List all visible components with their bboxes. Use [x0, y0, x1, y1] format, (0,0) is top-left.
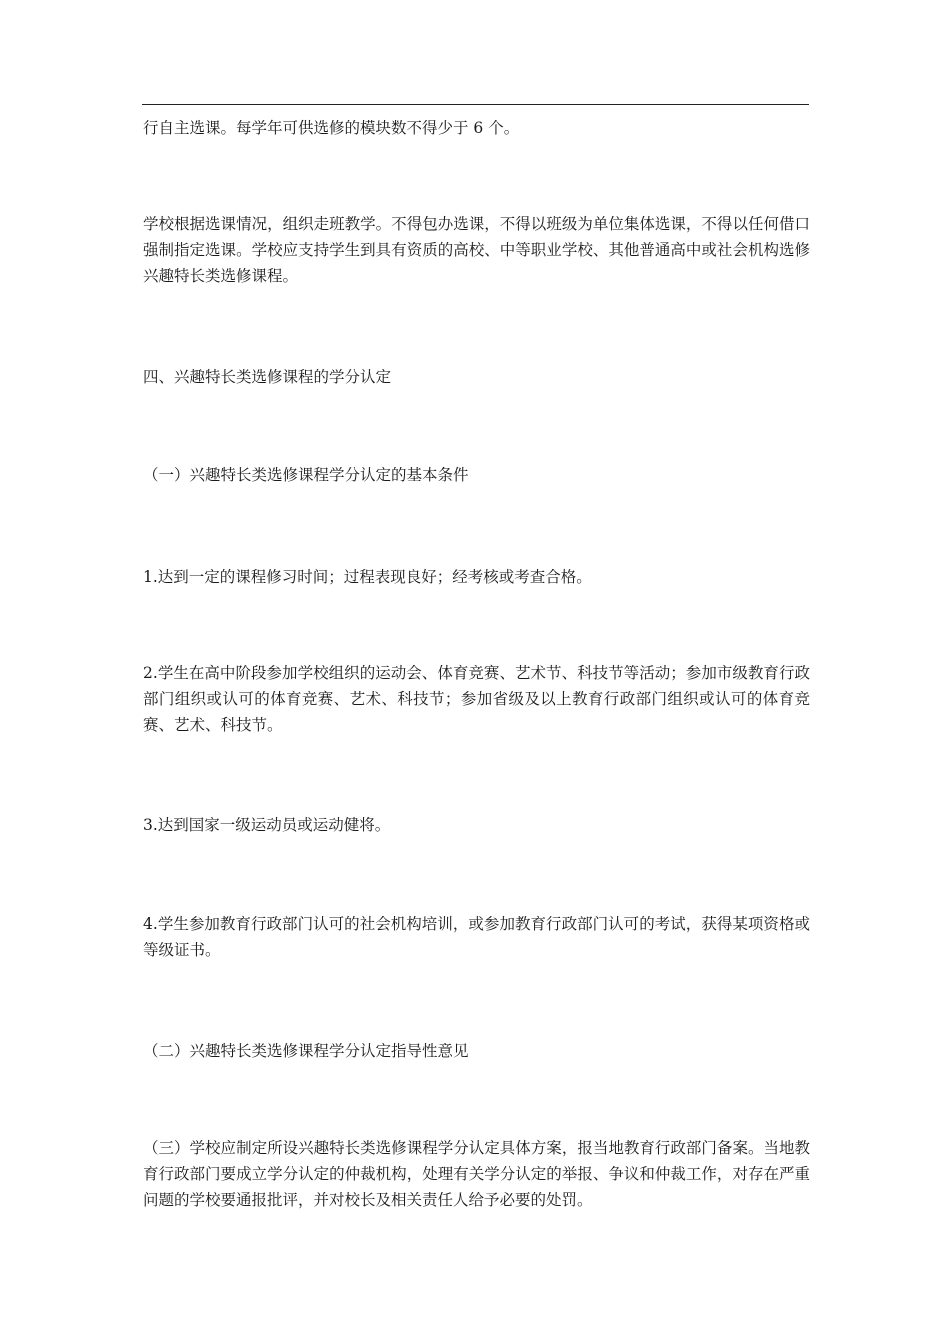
- subsection-paragraph-3: （三）学校应制定所设兴趣特长类选修课程学分认定具体方案，报当地教育行政部门备案。当地教育行政部门要成立学分认定的仲裁机构，处理有关学分认定的举报、争议和仲裁工作，对存在严重问题的学校要通报批评，并对校长及相关责任人给予必要的处罚。: [143, 1139, 810, 1209]
- section-heading-4: 四、兴趣特长类选修课程的学分认定: [143, 368, 392, 386]
- list-item-4: 4.学生参加教育行政部门认可的社会机构培训，或参加教育行政部门认可的考试，获得某项资格或等级证书。: [143, 915, 810, 959]
- subsection-heading-2: （二）兴趣特长类选修课程学分认定指导性意见: [143, 1042, 469, 1060]
- subsection-heading-1: （一）兴趣特长类选修课程学分认定的基本条件: [143, 466, 469, 484]
- paragraph-course-selection: 行自主选课。每学年可供选修的模块数不得少于 6 个。: [143, 119, 520, 137]
- list-item-3: 3.达到国家一级运动员或运动健将。: [143, 816, 391, 834]
- list-item-1: 1.达到一定的课程修习时间；过程表现良好；经考核或考查合格。: [143, 568, 592, 586]
- paragraph-class-teaching: 学校根据选课情况，组织走班教学。不得包办选课，不得以班级为单位集体选课，不得以任何借口强制指定选课。学校应支持学生到具有资质的高校、中等职业学校、其他普通高中或社会机构选修兴趣特长类选修课程。: [143, 215, 810, 285]
- list-item-2: 2.学生在高中阶段参加学校组织的运动会、体育竞赛、艺术节、科技节等活动；参加市级教育行政部门组织或认可的体育竞赛、艺术、科技节；参加省级及以上教育行政部门组织或认可的体育竞赛、艺术、科技节。: [143, 664, 810, 734]
- header-rule: [142, 104, 809, 105]
